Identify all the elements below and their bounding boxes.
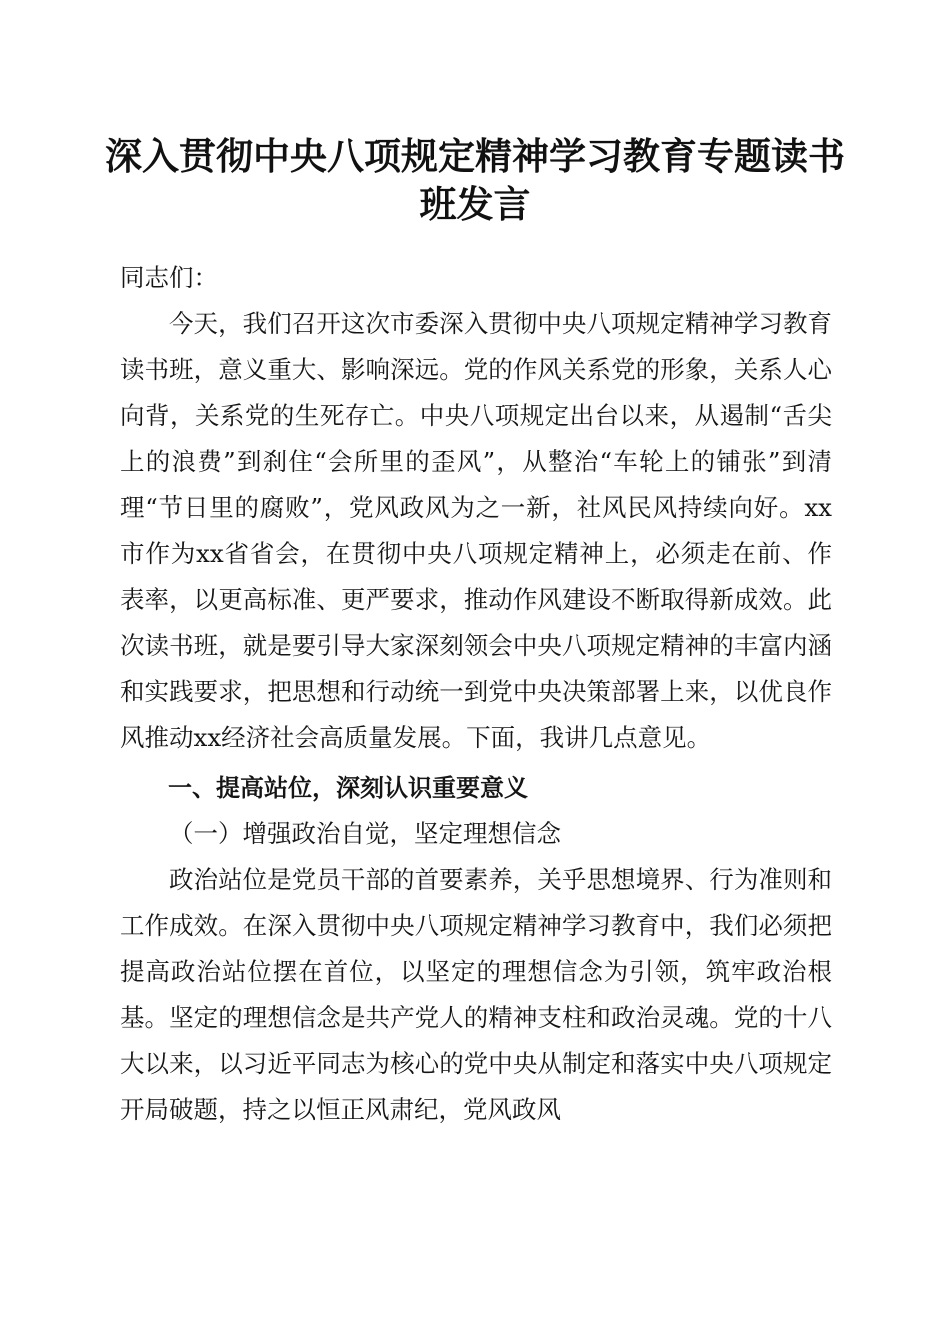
subsection-heading-1: （一）增强政治自觉，坚定理想信念 xyxy=(169,819,561,848)
section-heading-1: 一、提高站位，深刻认识重要意义 xyxy=(168,774,528,802)
document-title: 深入贯彻中央八项规定精神学习教育专题读书班发言 xyxy=(105,134,845,226)
subsection-1-paragraph: 政治站位是党员干部的首要素养，关乎思想境界、行为准则和工作成效。在深入贯彻中央八项规定精神学习教育中，我们必须把提高政治站位摆在首位，以坚定的理想信念为引领，筑牢政治根基。坚定的理想信念是共产党人的精神支柱和政治灵魂。党的十八大以来，以习近平同志为核心的党中央从制定和落实中央八项规定开局破题，持之以恒正风肃纪，党风政风 xyxy=(120,865,832,1124)
intro-paragraph: 今天，我们召开这次市委深入贯彻中央八项规定精神学习教育读书班，意义重大、影响深远。党的作风关系党的形象，关系人心向背，关系党的生死存亡。中央八项规定出台以来，从遏制“舌尖上的浪费”到刹住“会所里的歪风”，从整治“车轮上的铺张”到清理“节日里的腐败”，党风政风为之一新，社风民风持续向好。xx市作为xx省省会，在贯彻中央八项规定精神上，必须走在前、作表率，以更高标准、更严要求，推动作风建设不断取得新成效。此次读书班，就是要引导大家深刻领会中央八项规定精神的丰富内涵和实践要求，把思想和行动统一到党中央决策部署上来，以优良作风推动xx经济社会高质量发展。下面，我讲几点意见。 xyxy=(120,309,832,752)
document-body xyxy=(120,255,832,1133)
salutation: 同志们： xyxy=(120,263,218,292)
